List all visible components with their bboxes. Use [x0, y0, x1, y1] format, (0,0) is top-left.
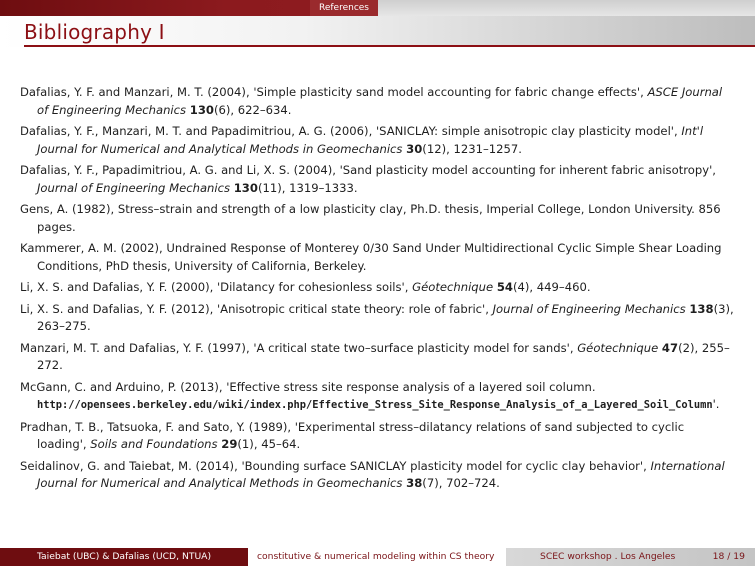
nav-section-references[interactable]: References — [310, 0, 378, 16]
slide-title: Bibliography I — [24, 20, 165, 44]
footer-authors: Taiebat (UBC) & Dafalias (UCD, NTUA) — [0, 548, 248, 566]
reference-item: Seidalinov, G. and Taiebat, M. (2014), 'Bounding surface SANICLAY plasticity model for cyclic clay behavior', International Journal for Numerical and Analytical Methods in Geomechanics 38(7), 702–724. — [20, 458, 725, 490]
page-number: 18 / 19 — [712, 551, 745, 562]
footer-event-block — [506, 548, 755, 566]
bibliography-list — [20, 84, 736, 497]
frame-title-bar — [0, 16, 755, 47]
reference-url-link[interactable]: http://opensees.berkeley.edu/wiki/index.php/Effective_Stress_Site_Response_Analysis_of_a_Layered_Soil_Column — [37, 399, 713, 411]
footer-bar — [0, 548, 755, 566]
top-navigation-bar — [0, 0, 755, 16]
reference-item: Li, X. S. and Dafalias, Y. F. (2000), 'Dilatancy for cohesionless soils', Géotechnique 54(4), 449–460. — [20, 280, 591, 294]
footer-event: SCEC workshop . Los Angeles — [540, 551, 676, 562]
reference-item: Manzari, M. T. and Dafalias, Y. F. (1997), 'A critical state two–surface plasticity model for sands', Géotechnique 47(2), 255–272. — [20, 340, 730, 372]
reference-item: Dafalias, Y. F., Manzari, M. T. and Papadimitriou, A. G. (2006), 'SANICLAY: simple anisotropic clay plasticity model', Int'l Journal for Numerical and Analytical Methods in Geomechanics 30(12), 1231–1257. — [20, 124, 704, 156]
reference-item: Gens, A. (1982), Stress–strain and strength of a low plasticity clay, Ph.D. thesis, Imperial College, London University. 856 pages. — [20, 202, 721, 234]
footer-talk-title: constitutive & numerical modeling within CS theory — [248, 548, 506, 566]
reference-item: Pradhan, T. B., Tatsuoka, F. and Sato, Y. (1989), 'Experimental stress–dilatancy relations of sand subjected to cyclic loading', Soils and Foundations 29(1), 45–64. — [20, 419, 685, 451]
reference-item: Dafalias, Y. F., Papadimitriou, A. G. and Li, X. S. (2004), 'Sand plasticity model accounting for inherent fabric anisotropy', Journal of Engineering Mechanics 130(11), 1319–1333. — [20, 163, 716, 195]
reference-item: Dafalias, Y. F. and Manzari, M. T. (2004), 'Simple plasticity sand model accounting for fabric change effects', ASCE Journal of Engineering Mechanics 130(6), 622–634. — [20, 85, 723, 117]
reference-item: McGann, C. and Arduino, P. (2013), 'Effective stress site response analysis of a layered soil column. http://opensees.berkeley.edu/wiki/index.php/Effective_Stress_Site_Response_Analysis_of_a_Layered_Soil_Column'. — [20, 379, 720, 411]
reference-item: Kammerer, A. M. (2002), Undrained Response of Monterey 0/30 Sand Under Multidirectional Cyclic Simple Shear Loading Conditions, PhD thesis, University of California, Berkeley. — [20, 241, 722, 273]
nav-bar-right — [378, 0, 755, 16]
reference-item: Li, X. S. and Dafalias, Y. F. (2012), 'Anisotropic critical state theory: role of fabric', Journal of Engineering Mechanics 138(3), 263–275. — [20, 301, 734, 333]
title-underline — [24, 45, 755, 47]
